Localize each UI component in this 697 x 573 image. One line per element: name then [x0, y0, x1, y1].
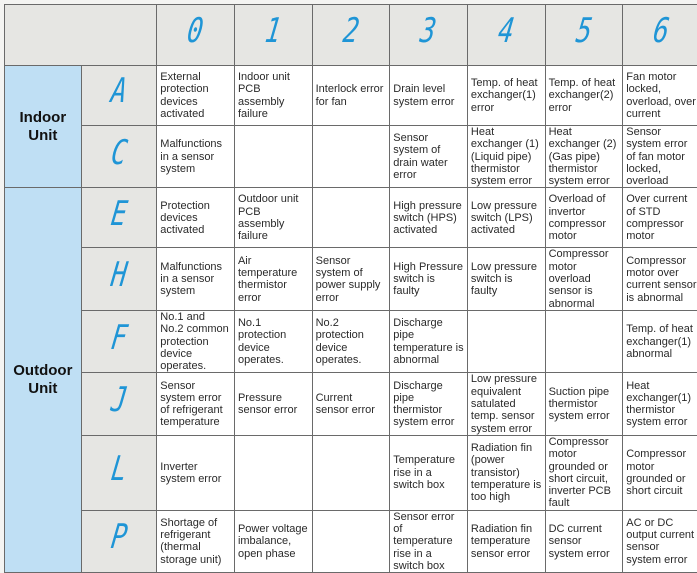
column-digit: 3 — [420, 25, 437, 37]
column-digit: 0 — [187, 25, 204, 37]
column-header-4 — [467, 5, 545, 66]
row-code-F — [81, 310, 157, 372]
error-description-E1: Outdoor unit PCB assembly failure — [234, 188, 312, 248]
error-description-F1: No.1 protection device operates. — [234, 310, 312, 372]
row-code-letter: A — [110, 85, 127, 97]
table-row — [5, 188, 697, 248]
error-description-L0: Inverter system error — [157, 435, 235, 510]
row-code-letter: J — [110, 394, 127, 406]
error-description-P0: Shortage of refrigerant (thermal storage unit) — [157, 510, 235, 572]
error-description-E2 — [312, 188, 390, 248]
error-description-F6: Temp. of heat exchanger(1) abnormal — [623, 310, 697, 372]
error-description-A5: Temp. of heat exchanger(2) error — [545, 66, 623, 126]
row-code-letter: F — [110, 332, 127, 344]
column-header-1 — [234, 5, 312, 66]
error-description-E0: Protection devices activated — [157, 188, 235, 248]
row-code-letter: E — [110, 208, 127, 220]
column-digit: 2 — [342, 25, 359, 37]
table-row — [5, 66, 697, 126]
error-description-A0: External protection devices activated — [157, 66, 235, 126]
row-code-L — [81, 435, 157, 510]
error-description-C4: Heat exchanger (1) (Liquid pipe) thermistor system error — [467, 126, 545, 188]
error-description-P2 — [312, 510, 390, 572]
error-description-J0: Sensor system error of refrigerant temperature — [157, 373, 235, 435]
error-description-L1 — [234, 435, 312, 510]
column-header-3 — [390, 5, 468, 66]
error-description-H6: Compressor motor over current sensor is abnormal — [623, 248, 697, 310]
column-header-5 — [545, 5, 623, 66]
column-digit: 4 — [498, 25, 515, 37]
error-description-H2: Sensor system of power supply error — [312, 248, 390, 310]
table-row — [5, 310, 697, 372]
header-row — [5, 5, 697, 66]
error-description-H3: High Pressure switch is faulty — [390, 248, 468, 310]
error-description-P4: Radiation fin temperature sensor error — [467, 510, 545, 572]
error-description-P5: DC current sensor system error — [545, 510, 623, 572]
error-description-A2: Interlock error for fan — [312, 66, 390, 126]
error-description-C0: Malfunctions in a sensor system — [157, 126, 235, 188]
error-description-P3: Sensor error of temperature rise in a switch box — [390, 510, 468, 572]
error-description-A6: Fan motor locked, overload, over current — [623, 66, 697, 126]
error-description-E5: Overload of invertor compressor motor — [545, 188, 623, 248]
error-description-E4: Low pressure switch (LPS) activated — [467, 188, 545, 248]
error-description-H0: Malfunctions in a sensor system — [157, 248, 235, 310]
row-code-E — [81, 188, 157, 248]
error-description-A4: Temp. of heat exchanger(1) error — [467, 66, 545, 126]
error-description-C3: Sensor system of drain water error — [390, 126, 468, 188]
row-code-letter: C — [110, 147, 127, 159]
error-description-F2: No.2 protection device operates. — [312, 310, 390, 372]
column-header-2 — [312, 5, 390, 66]
column-header-6 — [623, 5, 697, 66]
error-description-H4: Low pressure switch is faulty — [467, 248, 545, 310]
row-code-letter: H — [110, 269, 127, 281]
row-code-J — [81, 373, 157, 435]
error-description-L3: Temperature rise in a switch box — [390, 435, 468, 510]
error-description-C5: Heat exchanger (2) (Gas pipe) thermistor system error — [545, 126, 623, 188]
error-description-A1: Indoor unit PCB assembly failure — [234, 66, 312, 126]
error-description-E3: High pressure switch (HPS) activated — [390, 188, 468, 248]
error-description-L5: Compressor motor grounded or short circuit, inverter PCB fault — [545, 435, 623, 510]
column-digit: 6 — [653, 25, 670, 37]
row-code-H — [81, 248, 157, 310]
error-description-C1 — [234, 126, 312, 188]
error-description-E6: Over current of STD compressor motor — [623, 188, 697, 248]
row-code-A — [81, 66, 157, 126]
error-description-J2: Current sensor error — [312, 373, 390, 435]
error-description-J1: Pressure sensor error — [234, 373, 312, 435]
table-row — [5, 373, 697, 435]
table-row — [5, 248, 697, 310]
error-description-L2 — [312, 435, 390, 510]
error-description-J4: Low pressure equivalent satulated temp. sensor system error — [467, 373, 545, 435]
error-description-P1: Power voltage imbalance, open phase — [234, 510, 312, 572]
table-row — [5, 435, 697, 510]
error-description-A3: Drain level system error — [390, 66, 468, 126]
column-digit: 5 — [575, 25, 592, 37]
column-header-0 — [157, 5, 235, 66]
row-code-letter: L — [110, 463, 127, 475]
table-row — [5, 126, 697, 188]
indoor-unit-label: Indoor Unit — [5, 66, 82, 188]
outdoor-unit-label: Outdoor Unit — [5, 188, 82, 573]
error-description-C2 — [312, 126, 390, 188]
error-description-F0: No.1 and No.2 common protection device operates. — [157, 310, 235, 372]
column-digit: 1 — [265, 25, 282, 37]
corner-cell — [5, 5, 157, 66]
table-row — [5, 510, 697, 572]
error-description-L4: Radiation fin (power transistor) temperature is too high — [467, 435, 545, 510]
error-code-table — [4, 4, 697, 573]
error-description-J6: Heat exchanger(1) thermistor system error — [623, 373, 697, 435]
error-description-H5: Compressor motor overload sensor is abnormal — [545, 248, 623, 310]
error-description-F3: Discharge pipe temperature is abnormal — [390, 310, 468, 372]
error-description-C6: Sensor system error of fan motor locked, overload — [623, 126, 697, 188]
error-description-P6: AC or DC output current sensor system error — [623, 510, 697, 572]
error-description-L6: Compressor motor grounded or short circuit — [623, 435, 697, 510]
error-description-J3: Discharge pipe thermistor system error — [390, 373, 468, 435]
error-description-J5: Suction pipe thermistor system error — [545, 373, 623, 435]
row-code-letter: P — [110, 531, 127, 543]
error-description-F4 — [467, 310, 545, 372]
row-code-P — [81, 510, 157, 572]
error-description-F5 — [545, 310, 623, 372]
error-description-H1: Air temperature thermistor error — [234, 248, 312, 310]
row-code-C — [81, 126, 157, 188]
